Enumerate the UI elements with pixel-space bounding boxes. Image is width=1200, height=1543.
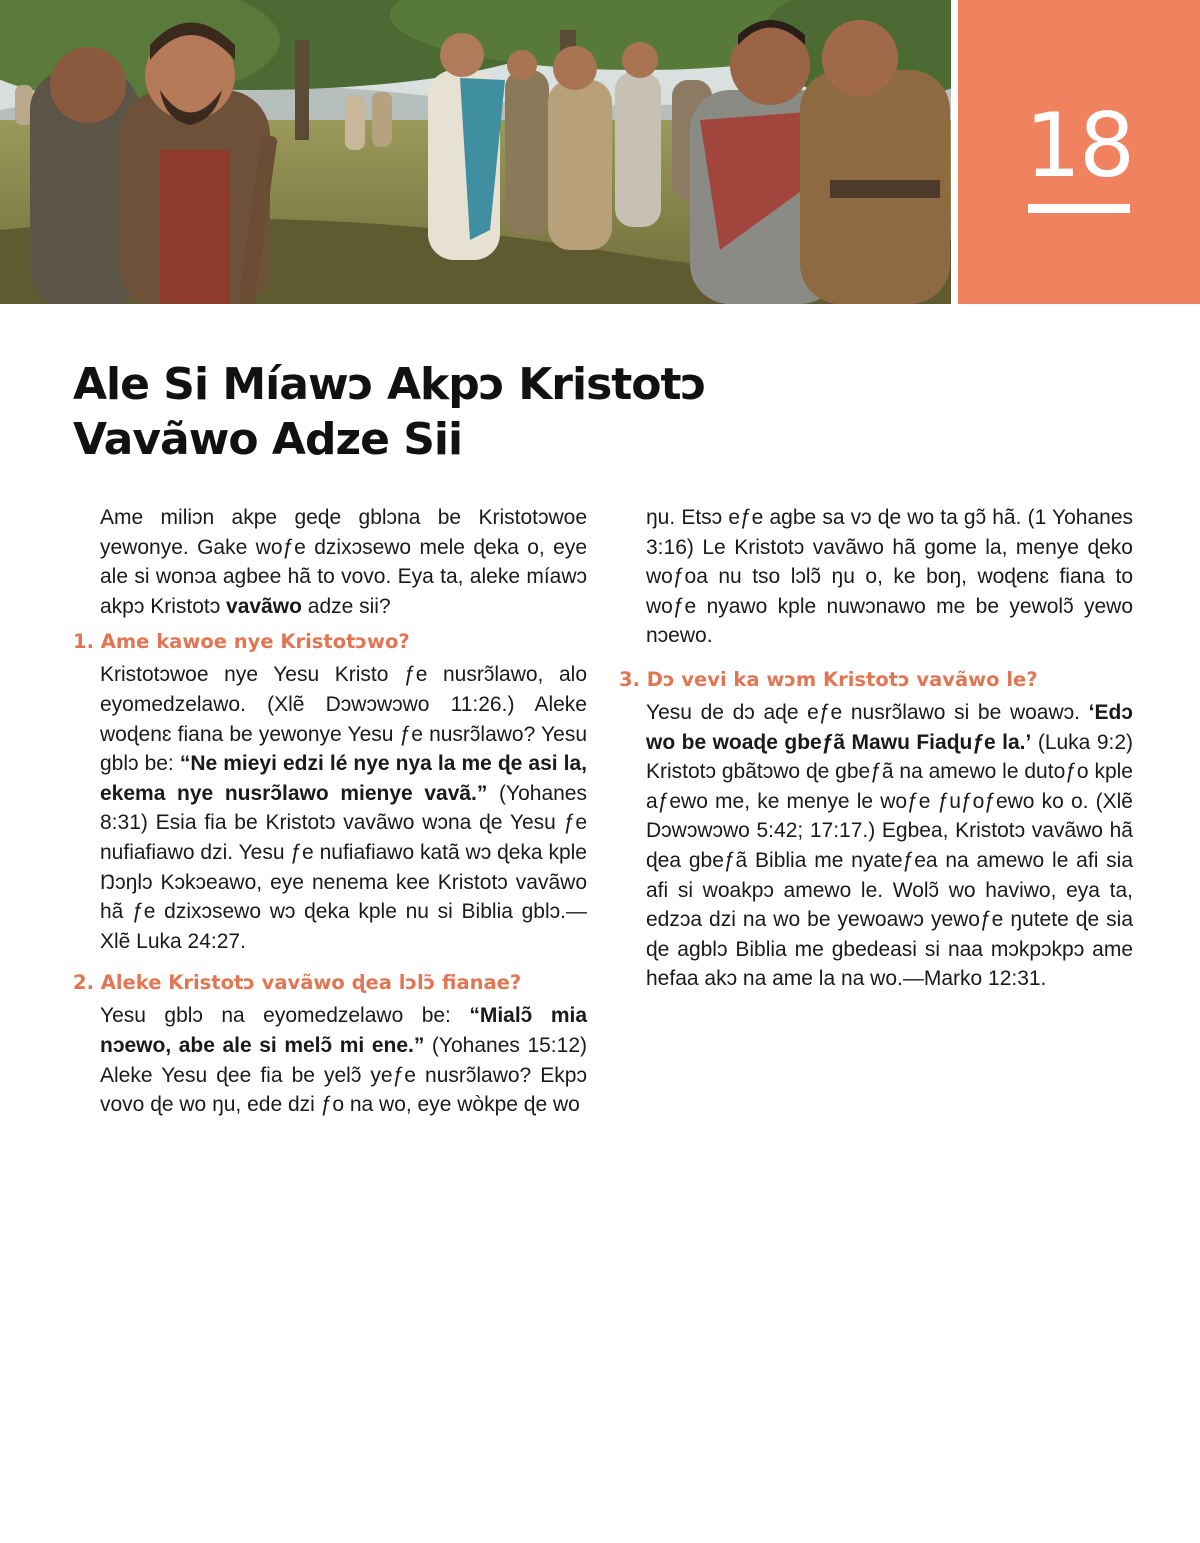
answer-1-text: Kristotɔwoe nye Yesu Kristo ƒe nusrɔ̃lawo, alo eyomedzelawo. (Xlẽ Dɔwɔwɔwo 11:26.) Aleke woɖenɛ fiana be yewonye Yesu ƒe nusrɔ̃lawo? Yesu gblɔ be: xyxy=(100,663,587,776)
answer-1-paragraph xyxy=(100,660,587,956)
lesson-number-underline xyxy=(1028,204,1130,213)
title-line-1: Ale Si Míawɔ Akpɔ Kristotɔ xyxy=(73,359,706,410)
intro-bold: vavãwo xyxy=(226,594,302,618)
answer-3-quote: ‘Edɔ wo be woaɖe gbeƒã Mawu Fiaɖuƒe la.’ xyxy=(646,700,1133,754)
hero-illustration xyxy=(0,0,951,304)
right-column xyxy=(619,503,1133,994)
answer-1-quote: “Ne mieyi edzi lé nye nya la me ɖe asi la, ekema nye nusrɔ̃lawo mienye vavã.” xyxy=(100,752,588,805)
question-2-heading: 2. Aleke Kristotɔ vavãwo ɖea lɔlɔ̃ fianae? xyxy=(73,971,522,995)
answer-2-continued: ŋu. Etsɔ eƒe agbe sa vɔ ɖe wo ta gɔ̃ hã. (1 Yohanes 3:16) Le Kristotɔ vavãwo hã gome la, menye ɖeko woƒoa nu tso lɔlɔ̃ ŋu o, ke boŋ, woɖenɛ fiana to woƒe nyawo kple nuwɔnawo me be yewolɔ̃ yewo nɔewo. xyxy=(646,506,1133,648)
answer-3-paragraph xyxy=(646,698,1133,994)
question-1-heading: 1. Ame kawoe nye Kristotɔwo? xyxy=(73,630,410,654)
lesson-number-badge xyxy=(958,0,1200,304)
left-column xyxy=(73,503,587,1120)
answer-3-text-end: (Luka 9:2) Kristotɔ gbãtɔwo ɖe gbeƒã na amewo le dutoƒo kple aƒewo me, ke menye le woƒe ƒuƒoƒewo ko o. (Xlẽ Dɔwɔwɔwo 5:42; 17:17.) Egbea, Kristotɔ vavãwo hã ɖea gbeƒã Biblia me nyateƒea na amewo le afi sia afi si woakpɔ amewo le. Wolɔ̃ wo haviwo, eya ta, edzɔa dzi na wo be yewoawɔ yewoƒe ŋutete ɖe sia ɖe agblɔ Biblia me gbedeasi si naa mɔkpɔkpɔ ame hefaa akɔ na ame la na wo.—Marko 12:31. xyxy=(646,730,1133,991)
answer-2-quote: “Mialɔ̃ mia nɔewo, abe ale si melɔ̃ mi ene.” xyxy=(100,1004,587,1057)
answer-2-text: Yesu gblɔ na eyomedzelawo be: xyxy=(100,1004,470,1028)
question-3-heading: 3. Dɔ vevi ka wɔm Kristotɔ vavãwo le? xyxy=(619,667,1038,691)
page-title xyxy=(73,357,833,467)
answer-2-paragraph xyxy=(100,1001,587,1119)
disciples-painting xyxy=(0,0,951,304)
lesson-number: 18 xyxy=(1025,94,1133,197)
answer-3-text: Yesu de dɔ aɖe eƒe nusrɔ̃lawo si be woawɔ. xyxy=(646,700,1089,724)
answer-1-text-end: (Yohanes 8:31) Esia fia be Kristotɔ vavãwo wɔna ɖe Yesu ƒe nufiafiawo dzi. Yesu ƒe nufiafiawo katã wɔ ɖeka kple Ŋɔŋlɔ Kɔkɔeawo, eye nenema kee Kristotɔ vavãwo hã ƒe dzixɔsewo wɔ ɖeka kple nu si Biblia gblɔ.—Xlẽ Luka 24:27. xyxy=(100,781,587,953)
intro-paragraph xyxy=(100,503,587,621)
answer-2-text-end: (Yohanes 15:12) Aleke Yesu ɖee fia be yelɔ̃ yeƒe nusrɔ̃lawo? Ekpɔ vovo ɖe wo ŋu, ede dzi ƒo na wo, eye wòkpe ɖe wo xyxy=(100,1033,587,1117)
title-line-2: Vavãwo Adze Sii xyxy=(73,414,463,465)
intro-text: Ame miliɔn akpe geɖe gblɔna be Kristotɔwoe yewonye. Gake woƒe dzixɔsewo mele ɖeka o, eye ale si wonɔa agbee hã to vovo. Eya ta, aleke míawɔ akpɔ Kristotɔ xyxy=(100,506,587,618)
intro-text-end: adze sii? xyxy=(301,594,391,618)
